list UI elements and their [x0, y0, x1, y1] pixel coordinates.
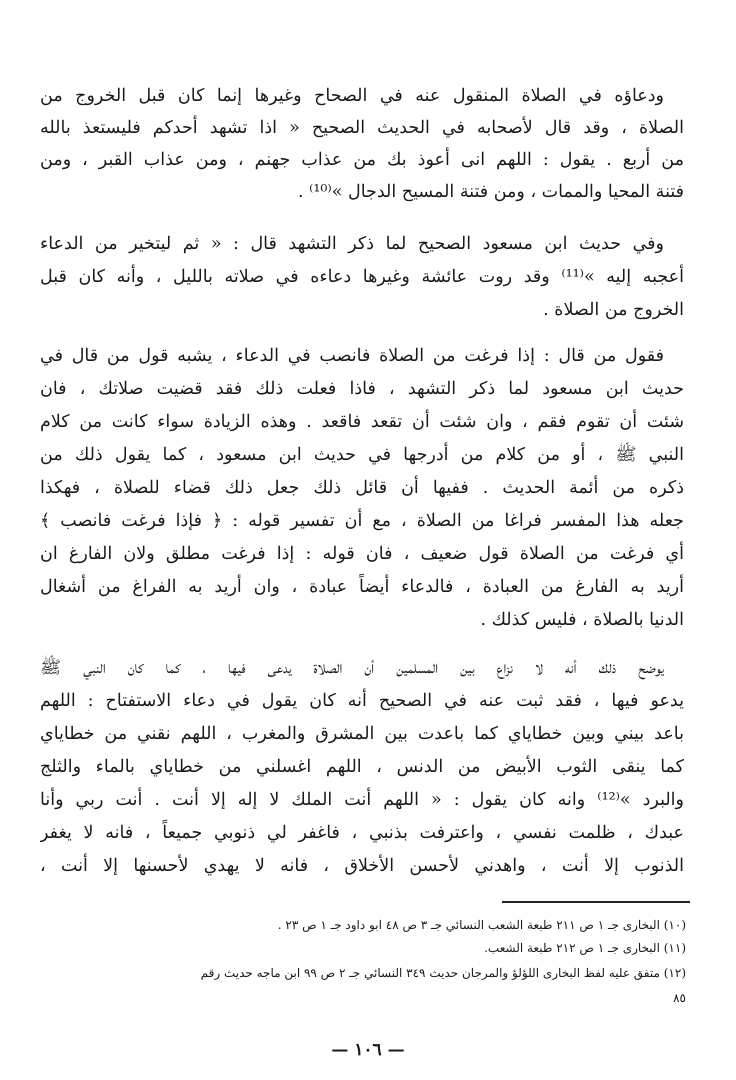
text-line: حديث ابن مسعود لما ذكر التشهد ، فاذا فعلت ذلك فقد قضيت صلاتك ، فان [40, 379, 684, 399]
text-line: يوضح ذلك أنه لا نزاع بين المسلمين أن الصلاة يدعى فيها ، كما كان النبي ﷺ [40, 658, 664, 678]
page-number: — ١٠٦ — [331, 1040, 405, 1060]
text-line: الصلاة ، وقد قال لأصحابه في الحديث الصحيح « اذا تشهد أحدكم فليستعذ بالله [40, 118, 684, 138]
text-line: أعجبه إليه »⁽¹¹⁾ وقد روت عائشة وغيرها دعاءه في صلاته بالليل ، وأنه كان قبل [40, 267, 684, 287]
text-line: أي فرغت من الصلاة قول ضعيف ، فان قوله : إذا فرغت مطلق ولان الفارغ ان [40, 544, 684, 564]
footnote-divider [502, 901, 690, 903]
text-line: فقول من قال : إذا فرغت من الصلاة فانصب في الدعاء ، يشبه قول من قال في [40, 346, 664, 366]
text-line: من أربع . يقول : اللهم انى أعوذ بك من عذاب جهنم ، ومن عذاب القبر ، ومن [40, 150, 684, 170]
text-line: عبدك ، ظلمت نفسي ، واعترفت بذنبي ، فاغفر لي ذنوبي جميعاً ، فانه لا يغفر [40, 823, 684, 843]
text-line: والبرد »⁽¹²⁾ وانه كان يقول : « اللهم أنت الملك لا إله إلا أنت . أنت ربي وأنا [40, 790, 684, 810]
text-line: الخروج من الصلاة . [543, 300, 684, 320]
text-line: ذكره من أئمة الحديث . ففيها أن قائل ذلك جعل ذلك قضاء للصلاة ، فهكذا [40, 478, 684, 498]
text-line: يدعو فيها ، فقد ثبت عنه في الصحيح أنه كان يقول في دعاء الاستفتاح : اللهم [40, 691, 684, 711]
footnote: (١٢) متفق عليه لفظ البخارى اللؤلؤ والمرجان حديث ٣٤٩ النسائي جـ ٢ ص ٩٩ ابن ماجه حديث رقم [200, 966, 686, 980]
text-line: ودعاؤه في الصلاة المنقول عنه في الصحاح وغيرها إنما كان قبل الخروج من [40, 86, 664, 106]
text-line: فتنة المحيا والممات ، ومن فتنة المسيح الدجال »⁽¹⁰⁾ . [297, 182, 684, 202]
text-line: وفي حديث ابن مسعود الصحيح لما ذكر التشهد قال : « ثم ليتخير من الدعاء [40, 234, 664, 254]
text-line: جعله هذا المفسر فراغا من الصلاة ، مع أن تفسير قوله : ﴿ فإذا فرغت فانصب ﴾ [40, 511, 684, 531]
text-line: أريد به الفارغ من العبادة ، فالدعاء أيضاً عبادة ، وان أريد به الفراغ من أشغال [40, 577, 684, 597]
text-line: الدنيا بالصلاة ، فليس كذلك . [480, 610, 684, 630]
text-line: باعد بيني وبين خطاياي كما باعدت بين المشرق والمغرب ، اللهم نقني من خطاياي [40, 724, 684, 744]
text-line: النبي ﷺ ، أو من كلام من أدرجها في حديث ابن مسعود ، كما يقول ذلك من [40, 445, 684, 465]
footnote: (١١) البخارى جـ ١ ص ٢١٢ طبعة الشعب. [484, 941, 686, 955]
text-line: الذنوب إلا أنت ، واهدني لأحسن الأخلاق ، فانه لا يهدي لأحسنها إلا أنت ، [40, 856, 684, 876]
text-line: كما ينقى الثوب الأبيض من الدنس ، اللهم اغسلني من خطاياي بالماء والثلج [40, 757, 684, 777]
text-line: شئت أن تقوم فقم ، وان شئت أن تقعد فاقعد . وهذه الزيادة سواء كانت من كلام [40, 412, 684, 432]
footnote: ٨٥ [673, 991, 686, 1005]
footnote: (١٠) البخارى جـ ١ ص ٢١١ طبعة الشعب النسائي جـ ٣ ص ٤٨ ابو داود جـ ١ ص ٢٣ . [277, 918, 686, 932]
